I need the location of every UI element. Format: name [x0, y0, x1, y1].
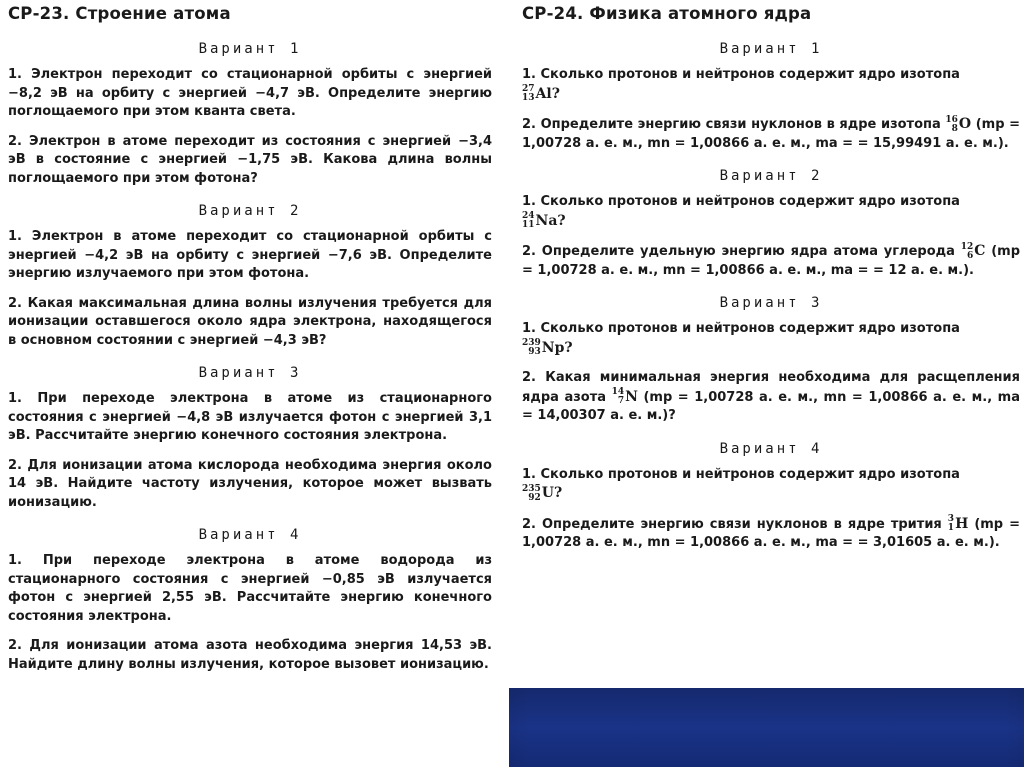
variant-block: [522, 168, 1020, 280]
variant-label: Вариант 2: [719, 168, 823, 184]
variant-block: [522, 295, 1020, 426]
task-text: (mp = 1,00728 а. е. м., mn = 1,00866 а. е. м., mа = 14,00307 а. е. м.)?: [522, 389, 1020, 423]
element-symbol: U?: [541, 485, 563, 501]
task-text: 1. Сколько протонов и нейтронов содержит ядро изотопа: [522, 321, 960, 336]
isotope-notation: [612, 388, 638, 408]
variant-label: Вариант 2: [198, 203, 302, 219]
isotope-notation: [961, 242, 986, 262]
mass-number: 12: [960, 241, 974, 252]
element-symbol: Al?: [535, 85, 560, 102]
variant-label: Вариант 4: [719, 440, 823, 457]
element-symbol: H: [955, 515, 969, 532]
variant-label: Вариант 3: [719, 295, 823, 311]
variant-block: [8, 527, 492, 674]
variant-block: [8, 41, 492, 188]
isotope-notation: [522, 85, 560, 105]
task-text: (mp = 1,00728 а. е. м., mn = 1,00866 а. е. м., mа = = 12 а. е. м.).: [522, 244, 1021, 278]
task-item: [522, 369, 1020, 426]
variant-block: [522, 41, 1020, 153]
mass-number: 27: [522, 84, 535, 94]
left-title: СР-23. Строение атома: [8, 4, 231, 23]
task-text: 1. Сколько протонов и нейтронов содержит ядро изотопа: [522, 194, 960, 209]
task-item: 2. Какая максимальная длина волны излучения требуется для ионизации оставшегося около ядра электрона, находящегося в основном состоянии с энергией −4,3 эВ?: [8, 295, 492, 348]
task-item: [522, 115, 1020, 153]
variant-block: [522, 441, 1020, 553]
task-text: 2. Определите энергию связи нуклонов в ядре изотопа: [522, 117, 941, 132]
task-item: [522, 466, 1020, 504]
task-text: 1. Сколько протонов и нейтронов содержит ядро изотопа: [522, 466, 960, 482]
atomic-number: 1: [947, 523, 955, 533]
task-text: (mp = 1,00728 а. е. м., mn = 1,00866 а. е. м., mа = = 15,99491 а. е. м.).: [522, 117, 1021, 151]
atomic-number: 92: [528, 492, 541, 503]
variant-label: Вариант 4: [198, 527, 302, 543]
task-item: [522, 66, 1020, 104]
task-text: 2. Определите энергию связи нуклонов в ядре трития: [522, 516, 942, 532]
task-text: 2. Какая минимальная энергия необходима для расщепления ядра азота: [522, 370, 1020, 405]
isotope-notation: [522, 484, 562, 504]
element-symbol: Na?: [535, 212, 566, 229]
variant-block: [8, 365, 492, 512]
atomic-number: 11: [522, 220, 535, 230]
task-item: [522, 515, 1020, 553]
element-symbol: O: [958, 116, 972, 132]
element-symbol: C: [974, 243, 986, 259]
isotope-notation: [522, 339, 573, 359]
task-item: 2. Для ионизации атома кислорода необходима энергия около 14 эВ. Найдите частоту излучения, которое может вызвать ионизацию.: [8, 457, 492, 510]
mass-number: 16: [945, 114, 958, 125]
atomic-number: 13: [522, 93, 535, 103]
task-text: 1. Сколько протонов и нейтронов содержит ядро изотопа: [522, 67, 960, 82]
task-item: [522, 320, 1020, 358]
isotope-notation: [945, 115, 971, 135]
task-item: 1. При переходе электрона в атоме водорода из стационарного состояния с энергией −0,85 эВ излучается фотон с энергией 2,55 эВ. Рассчитайте энергию конечного состояния электрона.: [8, 553, 492, 624]
atomic-number: 7: [617, 396, 625, 406]
element-symbol: N: [625, 388, 638, 405]
mass-number: 3: [947, 514, 955, 524]
variant-block: [8, 203, 492, 350]
isotope-notation: [522, 212, 566, 232]
task-item: [522, 242, 1020, 280]
task-item: 1. Электрон в атоме переходит со стационарной орбиты с энергией −4,2 эВ на орбиту с энергией −7,6 эВ. Определите энергию излучаемого при этом фотона.: [8, 229, 492, 281]
isotope-notation: [948, 515, 969, 535]
mass-number: 239: [522, 338, 541, 348]
left-content: [8, 2, 492, 689]
task-item: 2. Для ионизации атома азота необходима энергия 14,53 эВ. Найдите длину волны излучения, которое вызовет ионизацию.: [8, 638, 492, 672]
variant-label: Вариант 1: [198, 41, 302, 57]
mass-number: 24: [522, 211, 535, 221]
variant-label: Вариант 1: [719, 41, 823, 57]
mass-number: 235: [522, 483, 541, 494]
mass-number: 14: [611, 387, 625, 397]
element-symbol: Np?: [541, 339, 573, 356]
atomic-number: 8: [951, 123, 958, 134]
task-item: 1. При переходе электрона в атоме из стационарного состояния с энергией −4,8 эВ излучается фотон с энергией 3,1 эВ. Рассчитайте энергию конечного состояния электрона.: [8, 391, 492, 443]
right-content: [522, 2, 1020, 568]
task-item: 1. Электрон переходит со стационарной орбиты с энергией −8,2 эВ на орбиту с энергией −4,7 эВ. Определите энергию поглощаемого при этом кванта света.: [8, 67, 492, 119]
slide-decoration-box: [509, 688, 1024, 767]
atomic-number: 93: [528, 347, 541, 357]
task-text: 2. Определите удельную энергию ядра атома углерода: [522, 244, 955, 259]
task-item: 2. Электрон в атоме переходит из состояния с энергией −3,4 эВ в состояние с энергией −1,75 эВ. Какова длина волны поглощаемого при этом фотона?: [8, 133, 492, 186]
task-item: [522, 193, 1020, 231]
atomic-number: 6: [966, 250, 974, 261]
variant-label: Вариант 3: [198, 365, 302, 381]
right-title: СР-24. Физика атомного ядра: [522, 4, 812, 23]
task-text: (mp = 1,00728 а. е. м., mn = 1,00866 а. е. м., mа = = 3,01605 а. е. м.).: [522, 516, 1021, 550]
